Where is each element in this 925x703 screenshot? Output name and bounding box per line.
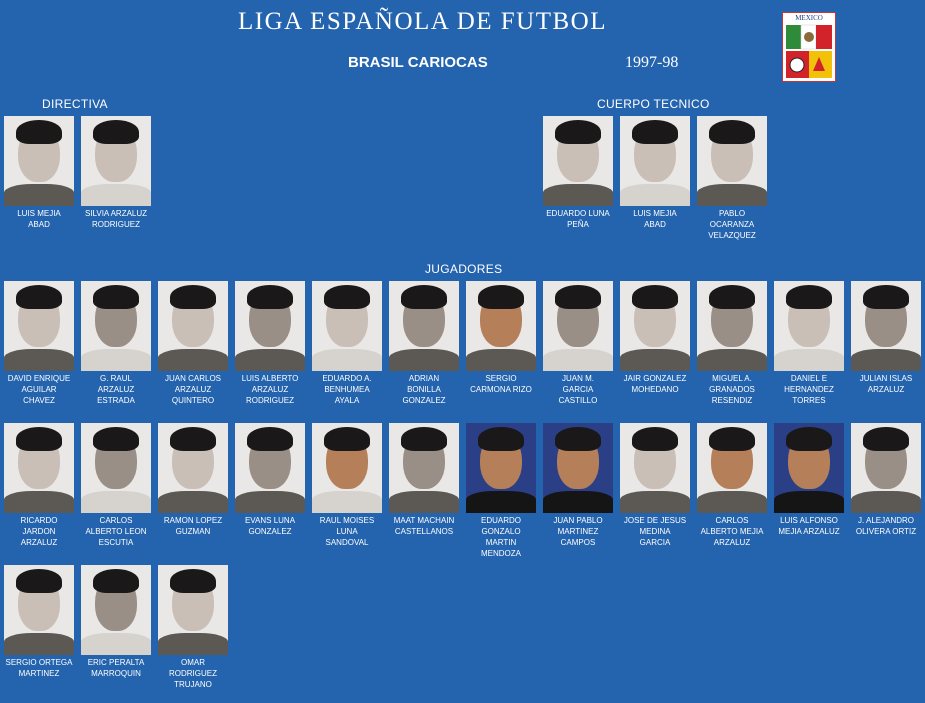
portrait-photo (543, 281, 613, 371)
portrait-photo (81, 423, 151, 513)
jugadores-portrait (466, 281, 536, 395)
portrait-photo (466, 423, 536, 513)
portrait-caption: JUAN M. GARCIA CASTILLO (558, 374, 598, 405)
portrait-hair (93, 285, 139, 309)
section-directiva: DIRECTIVA (42, 97, 108, 111)
portrait-hair (478, 427, 524, 451)
portrait-shoulders (851, 349, 921, 371)
jugadores-portrait (4, 281, 74, 406)
directiva-portrait (81, 116, 151, 230)
crest-logo (782, 12, 836, 82)
portrait-hair (863, 427, 909, 451)
jugadores-portrait (543, 423, 613, 548)
portrait-photo (620, 116, 690, 206)
cuerpo_tecnico-portrait (697, 116, 767, 241)
jugadores-portrait (851, 281, 921, 395)
portrait-photo (543, 116, 613, 206)
portrait-hair (709, 285, 755, 309)
jugadores-portrait (81, 565, 151, 679)
portrait-shoulders (4, 633, 74, 655)
portrait-photo (4, 281, 74, 371)
portrait-shoulders (81, 349, 151, 371)
jugadores-portrait (389, 281, 459, 406)
portrait-shoulders (389, 491, 459, 513)
section-cuerpo-tecnico: CUERPO TECNICO (597, 97, 710, 111)
portrait-hair (170, 569, 216, 593)
portrait-shoulders (466, 349, 536, 371)
portrait-shoulders (81, 184, 151, 206)
portrait-caption: MIGUEL A. GRANADOS RESENDIZ (709, 374, 755, 405)
portrait-photo (620, 281, 690, 371)
portrait-caption: LUIS MEJIA ABAD (17, 209, 61, 229)
portrait-shoulders (620, 491, 690, 513)
portrait-photo (851, 423, 921, 513)
portrait-hair (555, 427, 601, 451)
portrait-shoulders (620, 349, 690, 371)
jugadores-portrait (543, 281, 613, 406)
portrait-hair (863, 285, 909, 309)
portrait-hair (478, 285, 524, 309)
portrait-caption: PABLO OCARANZA VELAZQUEZ (708, 209, 756, 240)
jugadores-portrait (620, 281, 690, 395)
portrait-caption: JOSE DE JESUS MEDINA GARCIA (623, 516, 687, 547)
portrait-caption: ERIC PERALTA MARROQUIN (87, 658, 145, 678)
portrait-photo (620, 423, 690, 513)
mexico-crest-icon (783, 13, 835, 81)
portrait-caption: JUAN CARLOS ARZALUZ QUINTERO (164, 374, 221, 405)
jugadores-portrait (235, 423, 305, 537)
jugadores-portrait (620, 423, 690, 548)
portrait-caption: J. ALEJANDRO OLIVERA ORTIZ (855, 516, 917, 536)
jugadores-portrait (697, 423, 767, 548)
jugadores-portrait (158, 281, 228, 406)
portrait-hair (555, 120, 601, 144)
portrait-shoulders (235, 491, 305, 513)
portrait-hair (170, 285, 216, 309)
portrait-caption: RAMON LOPEZ GUZMAN (163, 516, 223, 536)
portrait-caption: DAVID ENRIQUE AGUILAR CHAVEZ (7, 374, 71, 405)
portrait-hair (247, 427, 293, 451)
portrait-shoulders (312, 491, 382, 513)
jugadores-portrait (697, 281, 767, 406)
portrait-photo (543, 423, 613, 513)
jugadores-portrait (4, 565, 74, 679)
portrait-shoulders (312, 349, 382, 371)
jugadores-portrait (312, 281, 382, 406)
portrait-caption: CARLOS ALBERTO LEON ESCUTIA (85, 516, 147, 547)
jugadores-portrait (158, 565, 228, 690)
portrait-caption: JUAN PABLO MARTINEZ CAMPOS (553, 516, 603, 547)
crest-text: MEXICO (795, 14, 823, 22)
portrait-caption: LUIS ALFONSO MEJIA ARZALUZ (778, 516, 840, 536)
jugadores-portrait (774, 423, 844, 537)
portrait-photo (4, 423, 74, 513)
portrait-shoulders (81, 633, 151, 655)
portrait-photo (697, 423, 767, 513)
directiva-portrait (4, 116, 74, 230)
portrait-hair (401, 427, 447, 451)
portrait-caption: ADRIAN BONILLA GONZALEZ (402, 374, 446, 405)
portrait-photo (389, 423, 459, 513)
portrait-photo (235, 281, 305, 371)
team-name: BRASIL CARIOCAS (348, 54, 488, 71)
portrait-hair (555, 285, 601, 309)
portrait-hair (16, 120, 62, 144)
portrait-photo (697, 281, 767, 371)
portrait-photo (697, 116, 767, 206)
portrait-shoulders (389, 349, 459, 371)
cuerpo_tecnico-portrait (543, 116, 613, 230)
portrait-hair (709, 427, 755, 451)
portrait-shoulders (4, 184, 74, 206)
portrait-photo (312, 423, 382, 513)
portrait-photo (158, 565, 228, 655)
portrait-photo (4, 565, 74, 655)
portrait-shoulders (697, 184, 767, 206)
portrait-shoulders (620, 184, 690, 206)
portrait-caption: JULIAN ISLAS ARZALUZ (859, 374, 913, 394)
portrait-caption: RICARDO JARDON ARZALUZ (20, 516, 58, 547)
cuerpo_tecnico-portrait (620, 116, 690, 230)
portrait-hair (324, 285, 370, 309)
jugadores-portrait (312, 423, 382, 548)
portrait-hair (16, 285, 62, 309)
portrait-caption: RAUL MOISES LUNA SANDOVAL (319, 516, 375, 547)
section-jugadores: JUGADORES (425, 262, 503, 276)
portrait-caption: OMAR RODRIGUEZ TRUJANO (169, 658, 217, 689)
portrait-caption: CARLOS ALBERTO MEJIA ARZALUZ (700, 516, 764, 547)
portrait-photo (4, 116, 74, 206)
portrait-shoulders (466, 491, 536, 513)
portrait-hair (786, 427, 832, 451)
jugadores-portrait (774, 281, 844, 406)
portrait-hair (16, 569, 62, 593)
portrait-caption: MAAT MACHAIN CASTELLANOS (393, 516, 455, 536)
portrait-shoulders (158, 349, 228, 371)
portrait-hair (709, 120, 755, 144)
portrait-photo (81, 281, 151, 371)
portrait-caption: SILVIA ARZALUZ RODRIGUEZ (84, 209, 148, 229)
league-title: LIGA ESPAÑOLA DE FUTBOL (237, 8, 608, 35)
portrait-hair (247, 285, 293, 309)
portrait-photo (389, 281, 459, 371)
jugadores-portrait (81, 281, 151, 406)
portrait-hair (93, 569, 139, 593)
portrait-hair (93, 120, 139, 144)
portrait-hair (324, 427, 370, 451)
jugadores-portrait (158, 423, 228, 537)
portrait-photo (774, 423, 844, 513)
portrait-shoulders (543, 184, 613, 206)
portrait-shoulders (4, 349, 74, 371)
portrait-photo (81, 565, 151, 655)
portrait-hair (93, 427, 139, 451)
portrait-hair (170, 427, 216, 451)
portrait-caption: LUIS MEJIA ABAD (633, 209, 677, 229)
portrait-caption: SERGIO ORTEGA MARTINEZ (5, 658, 73, 678)
portrait-caption: EDUARDO GONZALO MARTIN MENDOZA (480, 516, 521, 558)
portrait-hair (786, 285, 832, 309)
portrait-shoulders (235, 349, 305, 371)
portrait-photo (312, 281, 382, 371)
portrait-shoulders (851, 491, 921, 513)
portrait-shoulders (774, 349, 844, 371)
portrait-photo (466, 281, 536, 371)
portrait-shoulders (774, 491, 844, 513)
portrait-shoulders (697, 349, 767, 371)
portrait-caption: JAIR GONZALEZ MOHEDANO (623, 374, 687, 394)
jugadores-portrait (389, 423, 459, 537)
portrait-caption: LUIS ALBERTO ARZALUZ RODRIGUEZ (241, 374, 299, 405)
portrait-photo (235, 423, 305, 513)
portrait-caption: EDUARDO LUNA PEÑA (546, 209, 610, 229)
portrait-photo (81, 116, 151, 206)
portrait-shoulders (81, 491, 151, 513)
jugadores-portrait (851, 423, 921, 537)
portrait-shoulders (543, 349, 613, 371)
jugadores-portrait (4, 423, 74, 548)
portrait-photo (158, 281, 228, 371)
portrait-hair (632, 120, 678, 144)
portrait-hair (632, 427, 678, 451)
portrait-caption: G. RAUL ARZALUZ ESTRADA (97, 374, 135, 405)
jugadores-portrait (466, 423, 536, 559)
portrait-shoulders (4, 491, 74, 513)
portrait-caption: EVANS LUNA GONZALEZ (244, 516, 296, 536)
portrait-hair (401, 285, 447, 309)
portrait-photo (158, 423, 228, 513)
portrait-photo (851, 281, 921, 371)
jugadores-portrait (235, 281, 305, 406)
jugadores-portrait (81, 423, 151, 548)
portrait-caption: SERGIO CARMONA RIZO (470, 374, 532, 394)
portrait-shoulders (697, 491, 767, 513)
portrait-shoulders (158, 633, 228, 655)
portrait-caption: EDUARDO A. BENHUMEA AYALA (322, 374, 372, 405)
portrait-caption: DANIEL E HERNANDEZ TORRES (784, 374, 834, 405)
portrait-shoulders (543, 491, 613, 513)
season: 1997-98 (625, 54, 679, 71)
portrait-photo (774, 281, 844, 371)
portrait-hair (16, 427, 62, 451)
portrait-shoulders (158, 491, 228, 513)
portrait-hair (632, 285, 678, 309)
